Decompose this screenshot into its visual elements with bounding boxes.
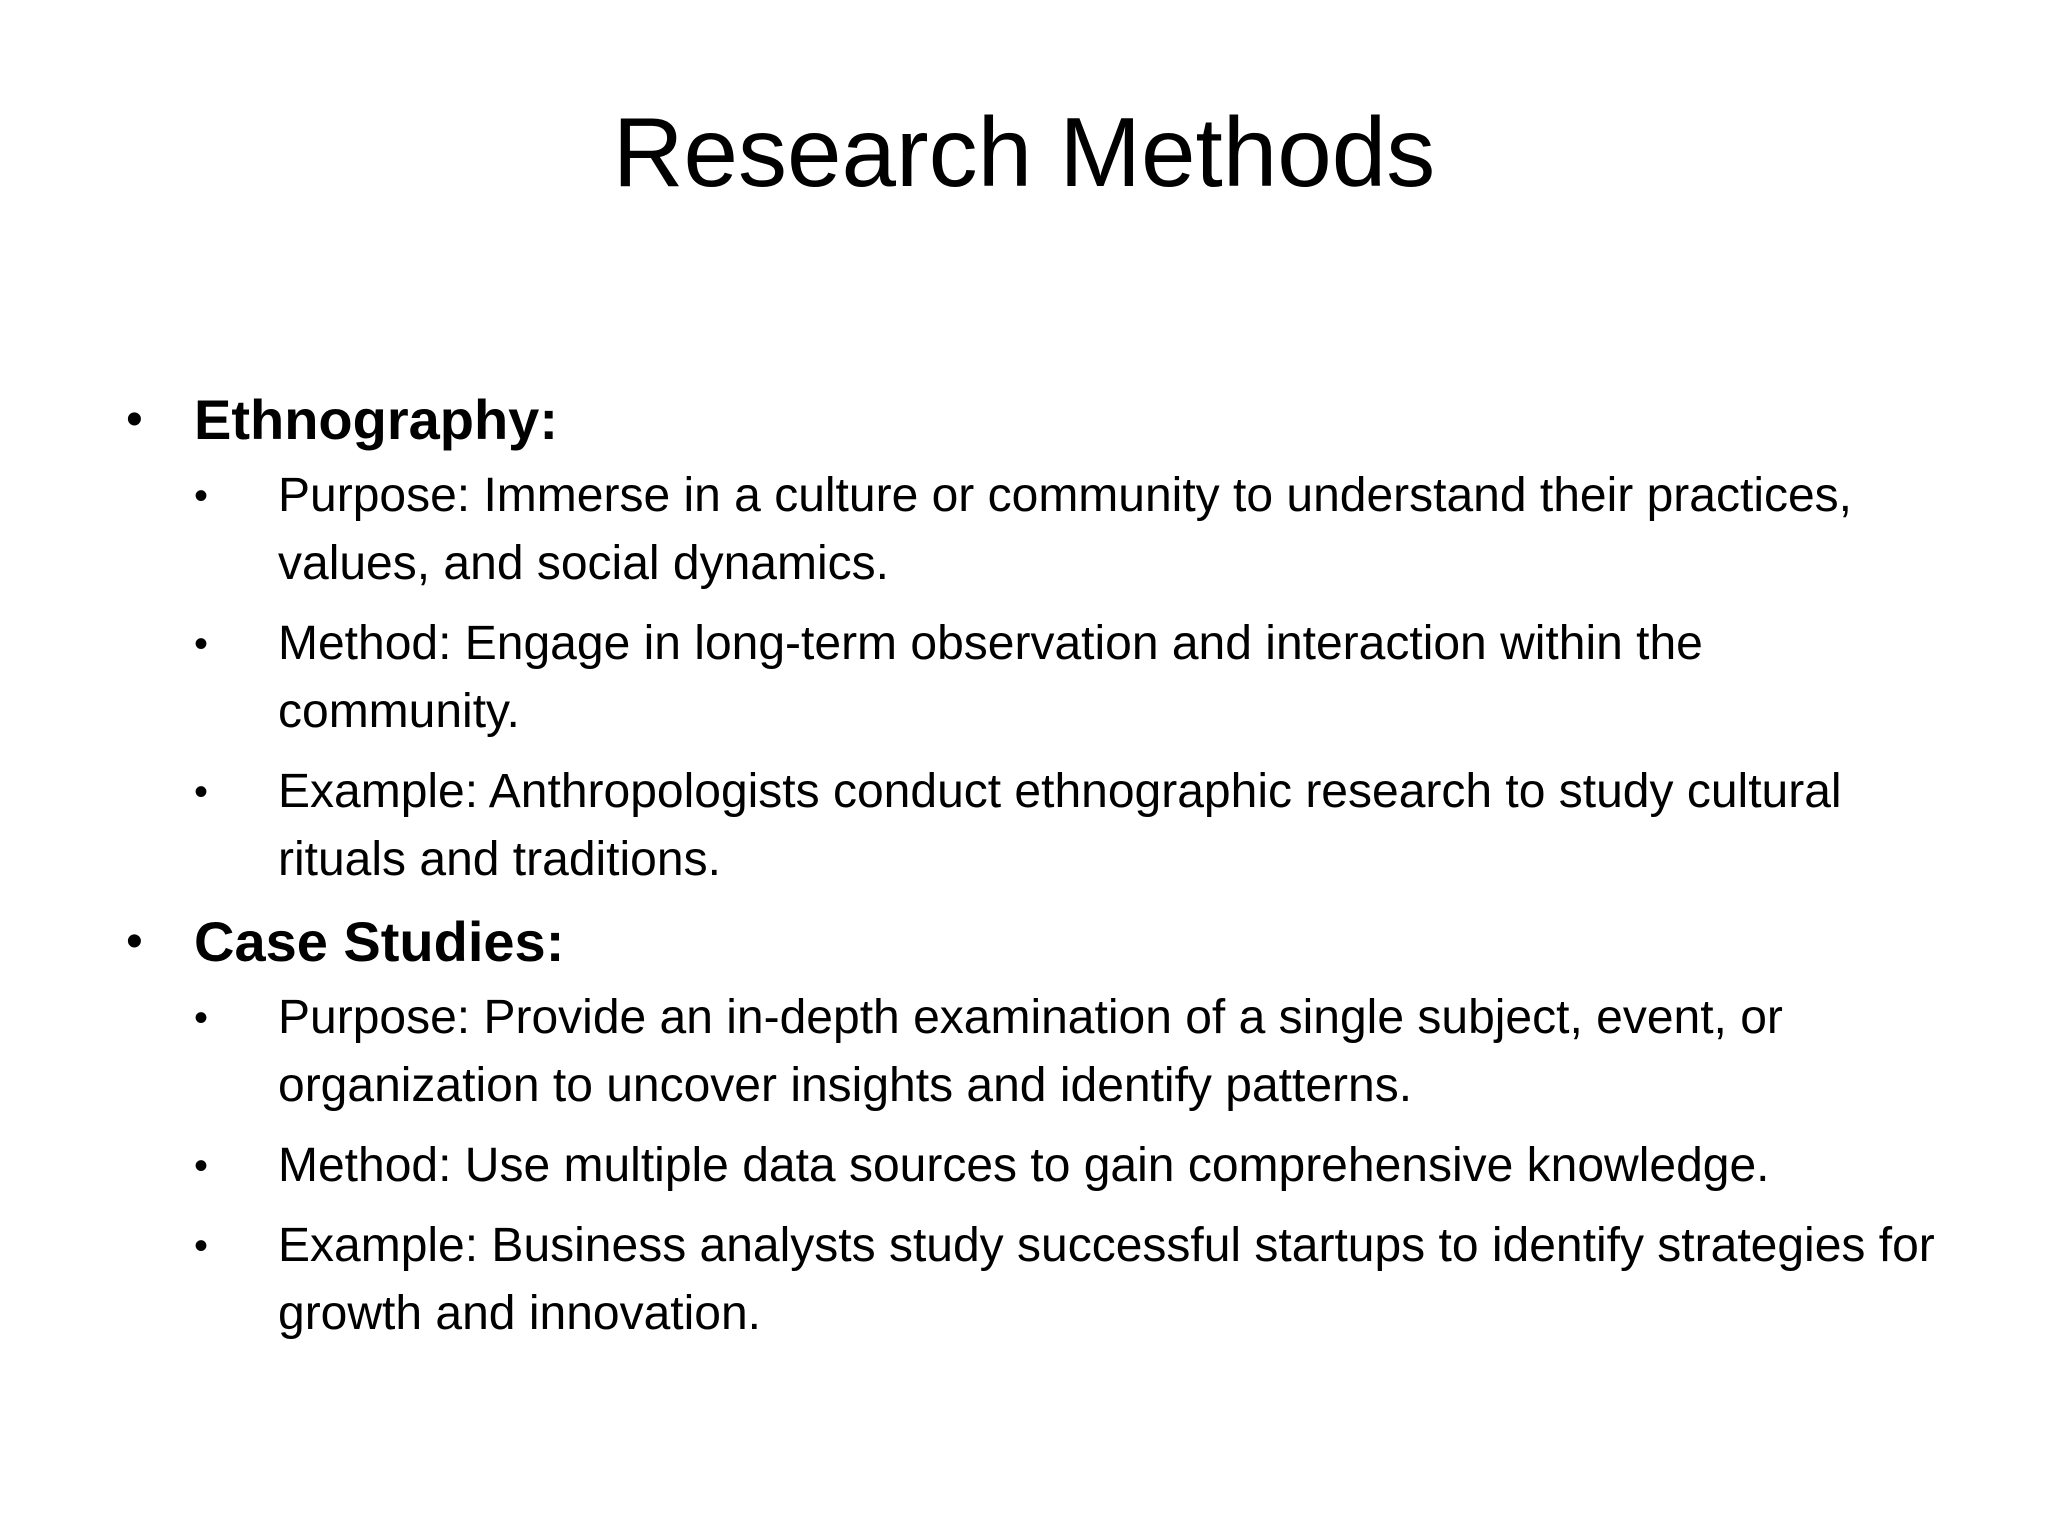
bullet-icon: • bbox=[126, 393, 143, 446]
sub-bullet-text: Purpose: Immerse in a culture or community to understand their practices, values, and social dynamics. bbox=[278, 469, 1853, 590]
sub-bullet-text: Purpose: Provide an in-depth examination of a single subject, event, or organization to uncover insights and identify patterns. bbox=[278, 991, 1783, 1112]
sub-bullet-text: Method: Engage in long-term observation and interaction within the community. bbox=[278, 617, 1703, 738]
bullet-icon: • bbox=[194, 1144, 209, 1188]
sub-bullet-item bbox=[194, 1212, 1956, 1348]
section-heading: Case Studies: bbox=[194, 910, 565, 973]
sub-bullet-list bbox=[194, 984, 1956, 1348]
bullet-icon: • bbox=[194, 622, 209, 666]
section-case-studies bbox=[126, 902, 1956, 1348]
slide-title: Research Methods bbox=[612, 97, 1436, 207]
sub-bullet-item bbox=[194, 1132, 1956, 1200]
sub-bullet-item bbox=[194, 984, 1956, 1120]
bullet-list bbox=[126, 380, 1956, 1348]
sub-bullet-text: Example: Anthropologists conduct ethnographic research to study cultural rituals and traditions. bbox=[278, 765, 1842, 886]
bullet-icon: • bbox=[194, 1224, 209, 1268]
slide-body bbox=[126, 380, 1956, 1348]
sub-bullet-item bbox=[194, 462, 1956, 598]
section-heading: Ethnography: bbox=[194, 388, 558, 451]
sub-bullet-item bbox=[194, 610, 1956, 746]
sub-bullet-item bbox=[194, 758, 1956, 894]
sub-bullet-list bbox=[194, 462, 1956, 894]
sub-bullet-text: Example: Business analysts study successful startups to identify strategies for growth and innovation. bbox=[278, 1219, 1935, 1340]
bullet-icon: • bbox=[194, 770, 209, 814]
bullet-icon: • bbox=[194, 474, 209, 518]
bullet-icon: • bbox=[194, 996, 209, 1040]
sub-bullet-text: Method: Use multiple data sources to gain comprehensive knowledge. bbox=[278, 1139, 1770, 1192]
section-ethnography bbox=[126, 380, 1956, 894]
bullet-icon: • bbox=[126, 915, 143, 968]
